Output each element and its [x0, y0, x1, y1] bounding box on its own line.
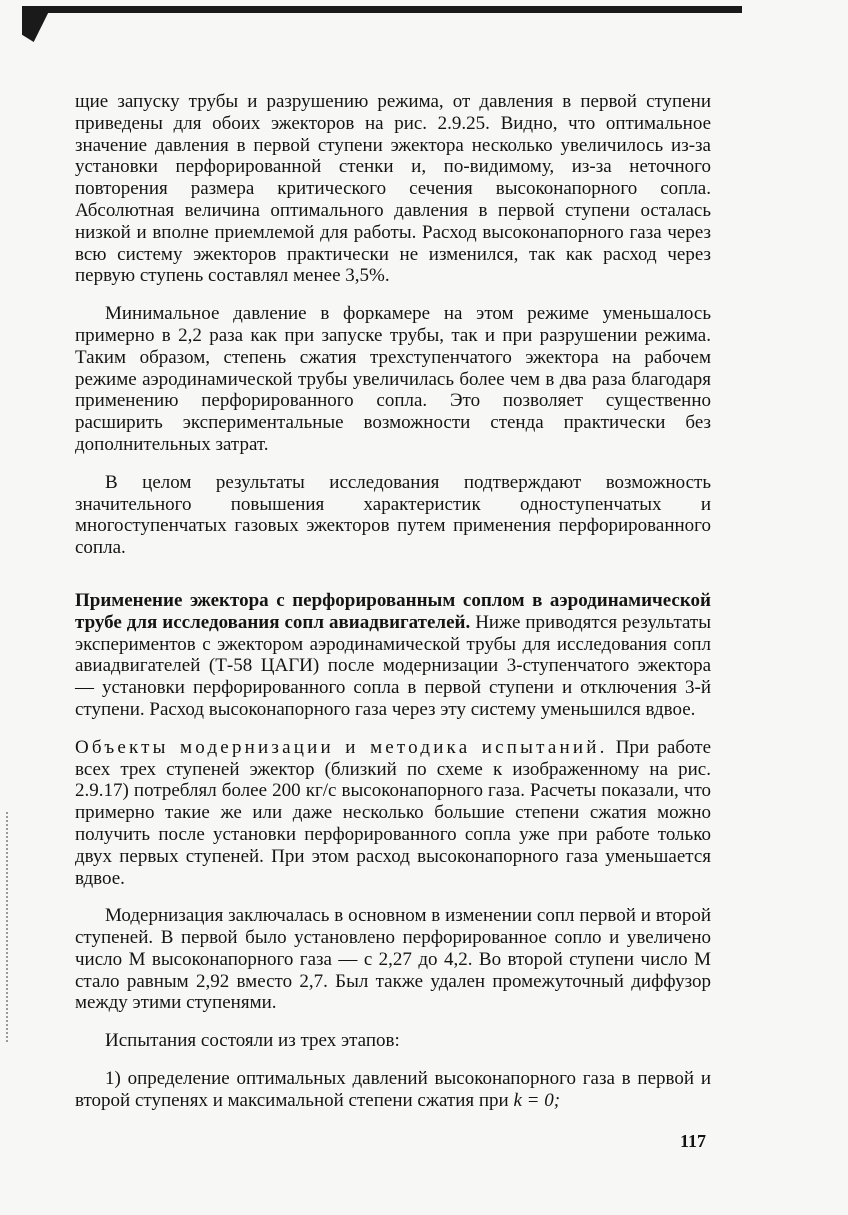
- formula-k: k = 0;: [513, 1089, 561, 1111]
- page-number: 117: [679, 1131, 706, 1151]
- section-paragraph-application: [75, 590, 711, 721]
- section-body-application: Ниже приводятся результаты экспериментов с эжектором аэродинамической трубы для исследования сопл авиадвигателей (Т-58 ЦАГИ) после модернизации 3-ступенчатого эжектора — установки перфорированного сопла в первой ступени и отключения 3-й ступени. Расход высоконапорного газа через эту систему уменьшился вдвое.: [75, 611, 711, 720]
- scan-corner-mark: [22, 6, 48, 42]
- list-item-1: [75, 1068, 711, 1112]
- scan-edge-bar: [22, 6, 742, 13]
- section-paragraph-methods: [75, 737, 711, 890]
- paragraph-stages-intro: Испытания состояли из трех этапов:: [105, 1030, 400, 1052]
- paragraph-modernization: Модернизация заключалась в основном в изменении сопл первой и второй ступеней. В первой было установлено перфорированное сопло и увеличено число М высоконапорного газа — с 2,27 до 4,2. Во второй ступени число М стало равным 2,92 вместо 2,7. Был также удален промежуточный диффузор между этими ступенями.: [75, 905, 711, 1014]
- paragraph-3: В целом результаты исследования подтверждают возможность значительного повышения характеристик одноступенчатых и многоступенчатых газовых эжекторов путем применения перфорированного сопла.: [75, 471, 711, 559]
- binding-marks: [6, 812, 12, 1042]
- paragraph-2: Минимальное давление в форкамере на этом режиме уменьшалось примерно в 2,2 раза как при запуске трубы, так и при разрушении режима. Таким образом, степень сжатия трехступенчатого эжектора на рабочем режиме аэродинамической трубы увеличилась более чем в два раза благодаря применению перфорированного сопла. Это позволяет существенно расширить экспериментальные возможности стенда практически без дополнительных затрат.: [75, 303, 711, 455]
- section-body-methods: При работе всех трех ступеней эжектор (близкий по схеме к изображенному на рис. 2.9.17) потреблял более 200 кг/с высоконапорного газа. Расчеты показали, что примерно такие же или даже несколько большие степени сжатия можно получить после установки перфорированного сопла уже при работе только двух первых ступеней. При этом расход высоконапорного газа уменьшается вдвое.: [75, 736, 712, 889]
- section-heading-application: Применение эжектора с перфорированным соплом в аэродинамической трубе для исследования сопл авиадвигателей.: [75, 589, 711, 633]
- section-heading-methods: Объекты модернизации и методика испытаний.: [75, 736, 608, 758]
- page-body: [75, 91, 711, 1112]
- list-item-1-text: 1) определение оптимальных давлений высоконапорного газа в первой и второй ступенях и максимальной степени сжатия при: [75, 1068, 711, 1111]
- paragraph-1: щие запуску трубы и разрушению режима, от давления в первой ступени приведены для обоих эжекторов на рис. 2.9.25. Видно, что оптимальное значение давления в первой ступени эжектора несколько увеличилось из-за установки перфорированной стенки и, по-видимому, из-за неточного повторения размера критического сечения высоконапорного сопла. Абсолютная величина оптимального давления в первой ступени осталась низкой и вполне приемлемой для работы. Расход высоконапорного газа через всю систему эжекторов практически не изменился, так как расход через первую ступень составлял менее 3,5%.: [75, 91, 711, 287]
